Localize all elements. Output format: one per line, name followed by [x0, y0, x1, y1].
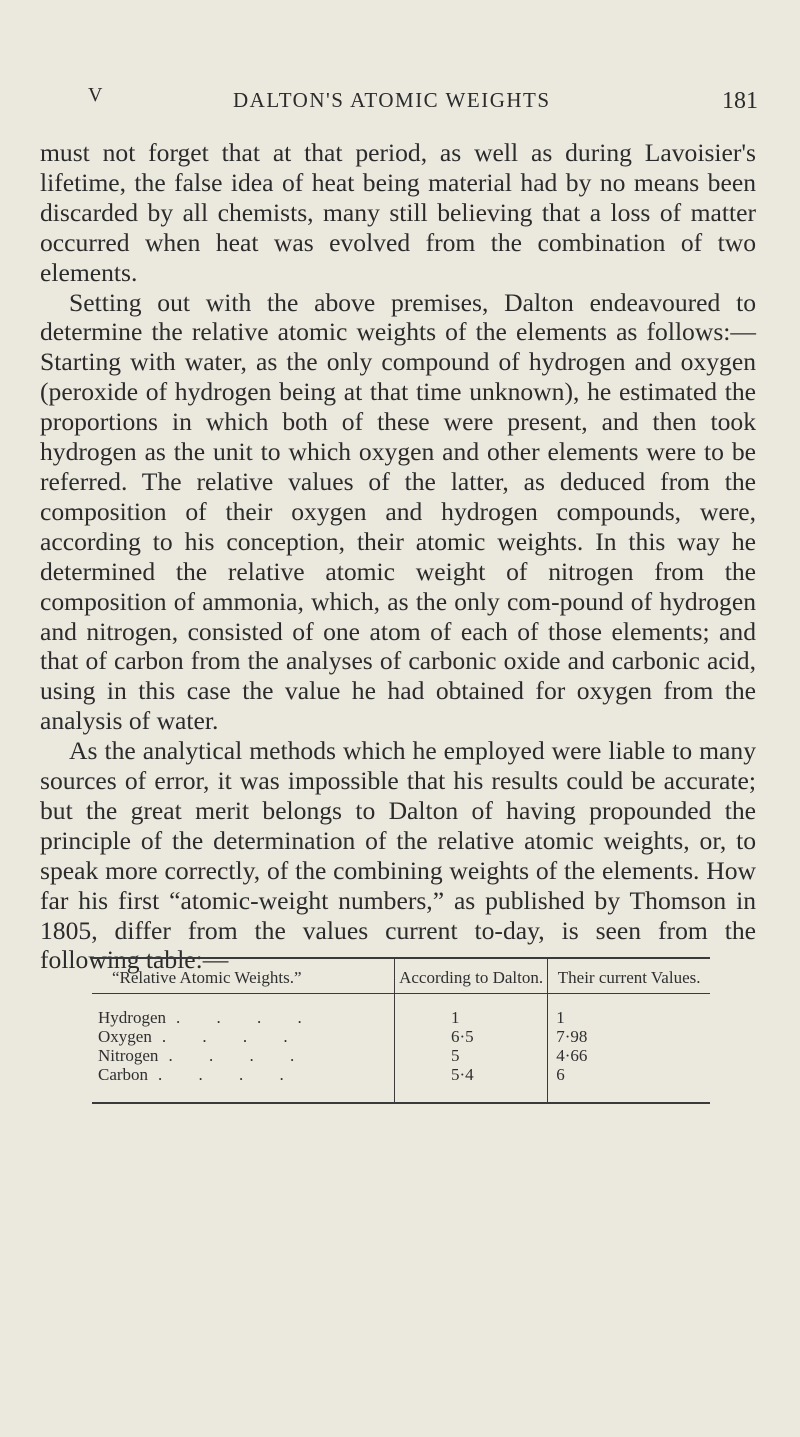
- current-value: 7·98: [548, 1027, 710, 1046]
- element-cell: [92, 994, 394, 1028]
- paragraph-2: Setting out with the above premises, Dalton endeavoured to determine the relative atomic weights of the elements as follows:—Starting with water, as the only compound of hydrogen and oxygen (peroxide of hydrogen being at that time unknown), he estimated the proportions in which both of these were present, and then took hydrogen as the unit to which oxygen and other elements were to be referred. The relative values of the latter, as deduced from the composition of their oxygen and hydrogen compounds, were, according to his conception, their atomic weights. In this way he determined the relative atomic weight of nitrogen from the composition of ammonia, which, as the only com-pound of hydrogen and nitrogen, consisted of one atom of each of those elements; and that of carbon from the analyses of carbonic oxide and carbonic acid, using in this case the value he had obtained for oxygen from the analysis of water.: [40, 287, 756, 736]
- dalton-value: 5·4: [394, 1065, 547, 1103]
- element-name: Hydrogen: [98, 1008, 166, 1027]
- element-cell: [92, 1046, 394, 1065]
- table-row: [92, 1027, 710, 1046]
- current-value: 4·66: [548, 1046, 710, 1065]
- paragraph-3: As the analytical methods which he employed were liable to many sources of error, it was impossible that his results could be accurate; but the great merit belongs to Dalton of having propounded the principle of the determination of the relative atomic weights, or, to speak more correctly, of the combining weights of the elements. How far his first “atomic-weight numbers,” as published by Thomson in 1805, differ from the values current to-day, is seen from the following table:—: [40, 736, 756, 975]
- element-cell: [92, 1065, 394, 1103]
- current-value: 6: [548, 1065, 710, 1103]
- dot-leader: . . . .: [168, 1046, 311, 1065]
- table-header-row: [92, 958, 710, 994]
- body-text: [40, 138, 756, 975]
- element-name: Nitrogen: [98, 1046, 159, 1065]
- dalton-value: 5: [394, 1046, 547, 1065]
- header-relative-atomic-weights: “Relative Atomic Weights.”: [92, 958, 394, 994]
- dalton-value: 6·5: [394, 1027, 547, 1046]
- element-cell: [92, 1027, 394, 1046]
- page-number: 181: [722, 88, 758, 114]
- dot-leader: . . . .: [158, 1065, 300, 1084]
- table-row: [92, 994, 710, 1028]
- element-name: Carbon: [98, 1065, 149, 1084]
- header-according-to-dalton: According to Dalton.: [394, 958, 547, 994]
- running-head: [40, 84, 758, 114]
- dot-leader: . . . .: [175, 1008, 318, 1027]
- header-current-values: Their current Values.: [548, 958, 710, 994]
- dalton-value: 1: [394, 994, 547, 1028]
- atomic-weights-table: [92, 957, 710, 1104]
- current-value: 1: [548, 994, 710, 1028]
- dot-leader: . . . .: [161, 1027, 304, 1046]
- running-title: DALTON'S ATOMIC WEIGHTS: [233, 88, 551, 112]
- chapter-number: V: [88, 84, 103, 106]
- table-row: [92, 1046, 710, 1065]
- element-name: Oxygen: [98, 1027, 152, 1046]
- table-row: [92, 1065, 710, 1103]
- paragraph-1: must not forget that at that period, as well as during Lavoisier's lifetime, the false idea of heat being material had by no means been discarded by all chemists, many still believing that a loss of matter occurred when heat was evolved from the combination of two elements.: [40, 138, 756, 287]
